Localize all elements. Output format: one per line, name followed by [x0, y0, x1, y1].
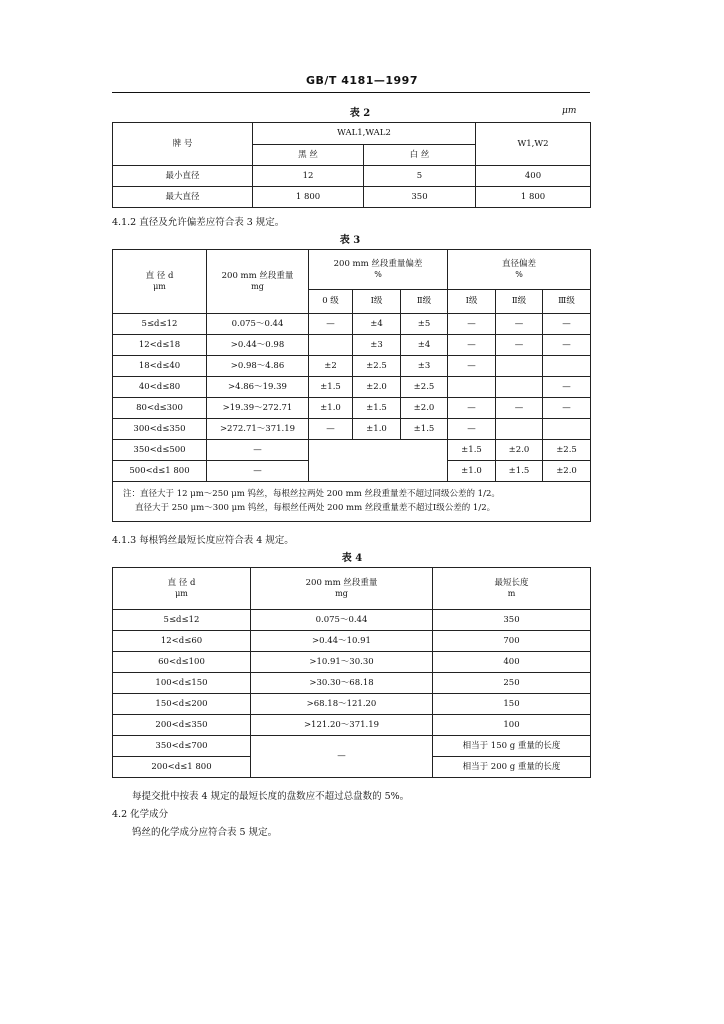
t3-note-line-1: 注：直径大于 12 μm～250 μm 钨丝，每根丝拉两处 200 mm 丝段重量差不超过同级公差的 1/2。 — [123, 488, 500, 499]
t3-cell: ±3 — [353, 335, 401, 356]
t3-head-wdev-unit: % — [374, 269, 382, 279]
t3-head-wdev — [309, 250, 448, 290]
t3-cell: — — [496, 398, 543, 419]
t4-cell: 250 — [433, 673, 591, 694]
t4-cell: 400 — [433, 652, 591, 673]
t3-cell: ±1.5 — [448, 440, 496, 461]
table3-caption: 表 3 — [339, 235, 361, 246]
t3-head-diam — [113, 250, 207, 314]
t3-head-ddev — [448, 250, 591, 290]
t4-cell: >30.30～68.18 — [251, 673, 433, 694]
header-rule — [112, 92, 590, 93]
t4-cell: >121.20～371.19 — [251, 715, 433, 736]
t4-cell: 0.075～0.44 — [251, 610, 433, 631]
t3-cell: ±1.5 — [353, 398, 401, 419]
t3-cell: ±2.0 — [353, 377, 401, 398]
t4-cell: 350 — [433, 610, 591, 631]
table-row — [113, 673, 591, 694]
t2-head-grade: 牌 号 — [113, 123, 253, 166]
t4-cell: 12<d≤60 — [113, 631, 251, 652]
table2-caption: 表 2 — [349, 108, 371, 119]
t3-cell: ±2.5 — [353, 356, 401, 377]
t3-cell: >0.98～4.86 — [207, 356, 309, 377]
t3-cell: 5≤d≤12 — [113, 314, 207, 335]
table-row — [113, 715, 591, 736]
table-row — [113, 314, 591, 335]
t4-head-len — [433, 568, 591, 610]
t3-cell: — — [448, 356, 496, 377]
t3-cell: >19.39～272.71 — [207, 398, 309, 419]
t4-cell: 150<d≤200 — [113, 694, 251, 715]
t3-grade-d1: Ⅰ级 — [448, 290, 496, 314]
para-4-1-3: 4.1.3 每根钨丝最短长度应符合表 4 规定。 — [112, 535, 294, 546]
t4-head-diam — [113, 568, 251, 610]
t3-cell: 0.075～0.44 — [207, 314, 309, 335]
t4-head-weight — [251, 568, 433, 610]
t3-head-diam-unit: μm — [153, 281, 166, 291]
t3-cell: ±1.0 — [309, 398, 353, 419]
t4-cell: 相当于 150 g 重量的长度 — [433, 736, 591, 757]
t2-cell: 5 — [364, 166, 476, 187]
table-2 — [112, 122, 591, 208]
t4-head-diam-label: 直 径 d — [167, 578, 196, 589]
t2-cell: 12 — [253, 166, 364, 187]
t3-cell: 350<d≤500 — [113, 440, 207, 461]
t3-cell: >4.86～19.39 — [207, 377, 309, 398]
t3-cell: ±4 — [353, 314, 401, 335]
table-row — [113, 187, 591, 208]
t3-head-wdev-label: 200 mm 丝段重量偏差 — [333, 259, 423, 270]
t2-cell: 400 — [476, 166, 591, 187]
t4-cell: 60<d≤100 — [113, 652, 251, 673]
t3-cell: ±1.5 — [309, 377, 353, 398]
table-3 — [112, 249, 591, 522]
table-row — [113, 610, 591, 631]
table2-unit: μm — [562, 106, 577, 116]
t3-cell — [496, 377, 543, 398]
t3-cell — [309, 335, 353, 356]
t3-cell — [448, 377, 496, 398]
para-after-table4: 每提交批中按表 4 规定的最短长度的盘数应不超过总盘数的 5%。 — [132, 791, 410, 802]
para-4-2: 钨丝的化学成分应符合表 5 规定。 — [132, 827, 278, 838]
t3-cell: 300<d≤350 — [113, 419, 207, 440]
t3-cell: — — [496, 335, 543, 356]
t2-head-w: W1,W2 — [476, 123, 591, 166]
t3-grade-w2: Ⅱ级 — [401, 290, 448, 314]
t3-cell: ±4 — [401, 335, 448, 356]
t3-grade-w1: Ⅰ级 — [353, 290, 401, 314]
t3-cell: — — [543, 377, 591, 398]
t2-cell: 350 — [364, 187, 476, 208]
t3-cell: — — [207, 440, 309, 461]
t3-cell: >272.71～371.19 — [207, 419, 309, 440]
t4-head-len-label: 最短长度 — [494, 578, 529, 589]
t3-cell: ±1.5 — [496, 461, 543, 482]
t3-cell: — — [448, 419, 496, 440]
t3-cell: ±1.5 — [401, 419, 448, 440]
t4-head-weight-unit: mg — [335, 588, 348, 598]
t3-cell: ±2.5 — [543, 440, 591, 461]
t2-head-white: 白 丝 — [364, 145, 476, 166]
t3-note-line-2: 直径大于 250 μm～300 μm 钨丝，每根丝任两处 200 mm 丝段重量差不超过Ⅰ级公差的 1/2。 — [135, 502, 496, 513]
t2-head-group: WAL1,WAL2 — [253, 123, 476, 145]
t3-cell — [496, 356, 543, 377]
t4-cell: — — [251, 736, 433, 778]
t3-head-weight-unit: mg — [251, 281, 264, 291]
t3-head-weight-label: 200 mm 丝段重量 — [221, 271, 294, 282]
table-row — [113, 652, 591, 673]
t3-cell: 40<d≤80 — [113, 377, 207, 398]
t3-cell: ±1.0 — [353, 419, 401, 440]
t3-cell: 12<d≤18 — [113, 335, 207, 356]
table-row — [113, 166, 591, 187]
t4-cell: >10.91～30.30 — [251, 652, 433, 673]
para-4-1-2: 4.1.2 直径及允许偏差应符合表 3 规定。 — [112, 217, 285, 228]
table-row — [113, 440, 591, 461]
t4-cell: 100 — [433, 715, 591, 736]
t4-cell: 150 — [433, 694, 591, 715]
t4-cell: 相当于 200 g 重量的长度 — [433, 757, 591, 778]
t3-grade-d3: Ⅲ级 — [543, 290, 591, 314]
t3-cell: — — [543, 335, 591, 356]
table3-note — [113, 482, 591, 522]
t4-head-weight-label: 200 mm 丝段重量 — [305, 578, 378, 589]
table-row — [113, 419, 591, 440]
t2-cell: 1 800 — [476, 187, 591, 208]
t3-head-ddev-unit: % — [515, 269, 523, 279]
t3-cell: ±2.0 — [401, 398, 448, 419]
t3-cell: ±5 — [401, 314, 448, 335]
t2-cell: 最大直径 — [113, 187, 253, 208]
t2-head-black: 黑 丝 — [253, 145, 364, 166]
t4-cell: >68.18～121.20 — [251, 694, 433, 715]
t3-cell: — — [309, 419, 353, 440]
t4-cell: 700 — [433, 631, 591, 652]
heading-4-2: 4.2 化学成分 — [112, 809, 169, 820]
t3-empty-cell — [309, 440, 448, 482]
t3-cell: — — [496, 314, 543, 335]
t4-cell: 350<d≤700 — [113, 736, 251, 757]
table-row — [113, 631, 591, 652]
t3-cell — [496, 419, 543, 440]
t4-cell: 200<d≤350 — [113, 715, 251, 736]
t2-cell: 1 800 — [253, 187, 364, 208]
t3-cell: — — [207, 461, 309, 482]
t3-cell: 18<d≤40 — [113, 356, 207, 377]
t3-cell: ±2 — [309, 356, 353, 377]
table4-caption: 表 4 — [341, 553, 363, 564]
t3-cell: ±2.0 — [543, 461, 591, 482]
t3-cell: — — [309, 314, 353, 335]
t4-cell: 5≤d≤12 — [113, 610, 251, 631]
t3-cell: ±3 — [401, 356, 448, 377]
t3-cell: — — [448, 314, 496, 335]
t3-cell: — — [543, 314, 591, 335]
t3-head-weight — [207, 250, 309, 314]
t3-grade-w0: 0 级 — [309, 290, 353, 314]
t3-cell: >0.44～0.98 — [207, 335, 309, 356]
t3-note-cell — [113, 482, 591, 522]
t3-cell: — — [448, 335, 496, 356]
t4-head-diam-unit: μm — [175, 588, 188, 598]
t3-cell — [543, 419, 591, 440]
t3-cell: 80<d≤300 — [113, 398, 207, 419]
t3-cell: ±1.0 — [448, 461, 496, 482]
t4-cell: 100<d≤150 — [113, 673, 251, 694]
t3-head-ddev-label: 直径偏差 — [502, 259, 537, 270]
t3-grade-d2: Ⅱ级 — [496, 290, 543, 314]
t3-cell: 500<d≤1 800 — [113, 461, 207, 482]
table-row — [113, 335, 591, 356]
t3-cell: ±2.5 — [401, 377, 448, 398]
t3-head-diam-label: 直 径 d — [145, 271, 174, 282]
table-row — [113, 694, 591, 715]
t4-cell: 200<d≤1 800 — [113, 757, 251, 778]
t2-cell: 最小直径 — [113, 166, 253, 187]
standard-header: GB/T 4181—1997 — [306, 74, 418, 87]
t3-cell: ±2.0 — [496, 440, 543, 461]
table-4 — [112, 567, 591, 778]
t4-cell: >0.44～10.91 — [251, 631, 433, 652]
table-row — [113, 398, 591, 419]
t3-cell — [543, 356, 591, 377]
t3-cell: — — [543, 398, 591, 419]
t3-cell: — — [448, 398, 496, 419]
table-row — [113, 356, 591, 377]
table-row — [113, 736, 591, 757]
table-row — [113, 377, 591, 398]
t4-head-len-unit: m — [507, 588, 516, 598]
